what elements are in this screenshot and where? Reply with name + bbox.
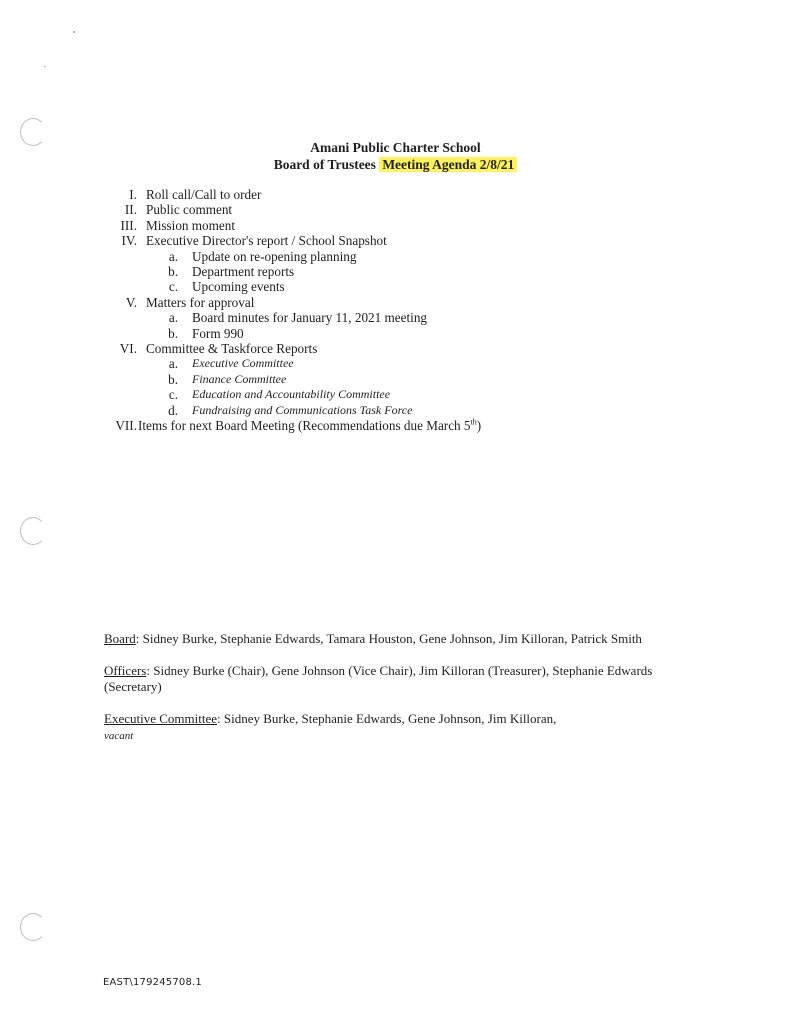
agenda-subitem-letter: a. <box>168 248 178 264</box>
agenda-item-number: VII. <box>115 418 137 433</box>
document-id: EAST\179245708.1 <box>103 977 202 988</box>
agenda-subitem-letter: b. <box>168 325 178 341</box>
agenda-item-number: V. <box>125 294 137 310</box>
scan-speck <box>73 31 75 33</box>
agenda-item-number: I. <box>129 187 137 202</box>
agenda-item-text <box>146 295 254 310</box>
agenda-subitem-text: Fundraising and Communications Task Force <box>192 402 413 417</box>
agenda-item-number: II. <box>124 202 137 218</box>
agenda-subitem-text: Department reports <box>192 264 295 279</box>
document-title <box>0 139 791 173</box>
school-name: Amani Public Charter School <box>310 140 481 155</box>
officers <box>104 663 684 695</box>
agenda-item-main-text: Matters for approval <box>146 294 255 310</box>
agenda-subitem-letter: a. <box>168 310 178 326</box>
agenda-subitem-letter: c. <box>168 279 178 295</box>
agenda-subitem-letter: d. <box>168 402 178 418</box>
agenda-item-main-text: Executive Director's report / School Snapshot <box>146 233 387 249</box>
agenda-item-number: IV. <box>121 233 137 249</box>
scan-speck <box>44 66 46 67</box>
ordinal-suffix: th <box>470 417 477 427</box>
agenda-item-text <box>146 233 387 248</box>
agenda-item-number: III. <box>120 217 137 233</box>
board-list: : Sidney Burke, Stephanie Edwards, Tamara Houston, Gene Johnson, Jim Killoran, Patrick Smith <box>135 631 642 646</box>
board-label: Board <box>104 631 136 646</box>
agenda-subitem-text: Board minutes for January 11, 2021 meeting <box>192 310 428 326</box>
executive-committee <box>104 711 684 744</box>
punch-hole-middle <box>20 517 46 545</box>
punch-hole-bottom <box>20 913 46 941</box>
agenda-item-text <box>146 218 235 233</box>
vacant-seat: vacant <box>104 730 134 742</box>
agenda-subitem-text: Update on re-opening planning <box>192 248 357 264</box>
agenda-item-main-text: Roll call/Call to order <box>146 187 262 202</box>
agenda-subitem-text: Finance Committee <box>192 371 287 386</box>
agenda-subitem-text: Upcoming events <box>192 279 285 295</box>
board-members <box>104 631 684 647</box>
agenda-item-main-text: Committee & Taskforce Reports <box>146 341 318 356</box>
agenda-subitem-letter: c. <box>168 387 178 403</box>
agenda-heading: Board of Trustees Meeting Agenda 2/8/21 <box>0 156 791 173</box>
agenda-item-main-text: Items for next Board Meeting (Recommendations due March 5 <box>138 418 471 433</box>
officers-list: : Sidney Burke (Chair), Gene Johnson (Vice Chair), Jim Killoran (Treasurer), Stephanie Edwards (Secretary) <box>104 663 653 694</box>
agenda-subitem-letter: b. <box>168 371 178 387</box>
closing-paren: ) <box>476 418 482 433</box>
highlighted-meeting-date: Meeting Agenda 2/8/21 <box>379 157 517 172</box>
agenda-item-main-text: Public comment <box>146 202 233 218</box>
agenda-subitem-letter: b. <box>168 264 178 279</box>
agenda-item-text <box>146 341 317 356</box>
executive-committee-label: Executive Committee <box>104 711 217 726</box>
agenda-subitem-text: Education and Accountability Committee <box>192 387 391 402</box>
agenda-item-text <box>146 187 261 202</box>
agenda-subitem-letter: a. <box>168 356 178 372</box>
agenda-subitem-text: Form 990 <box>192 325 244 341</box>
executive-committee-list: : Sidney Burke, Stephanie Edwards, Gene Johnson, Jim Killoran, <box>217 711 557 726</box>
agenda-item-number: VI. <box>119 341 137 356</box>
agenda-item-text <box>146 202 232 217</box>
agenda-item-main-text: Mission moment <box>146 217 236 233</box>
agenda-item-text <box>138 418 481 433</box>
officers-label: Officers <box>104 663 147 678</box>
agenda-subitem-text: Executive Committee <box>192 356 294 371</box>
